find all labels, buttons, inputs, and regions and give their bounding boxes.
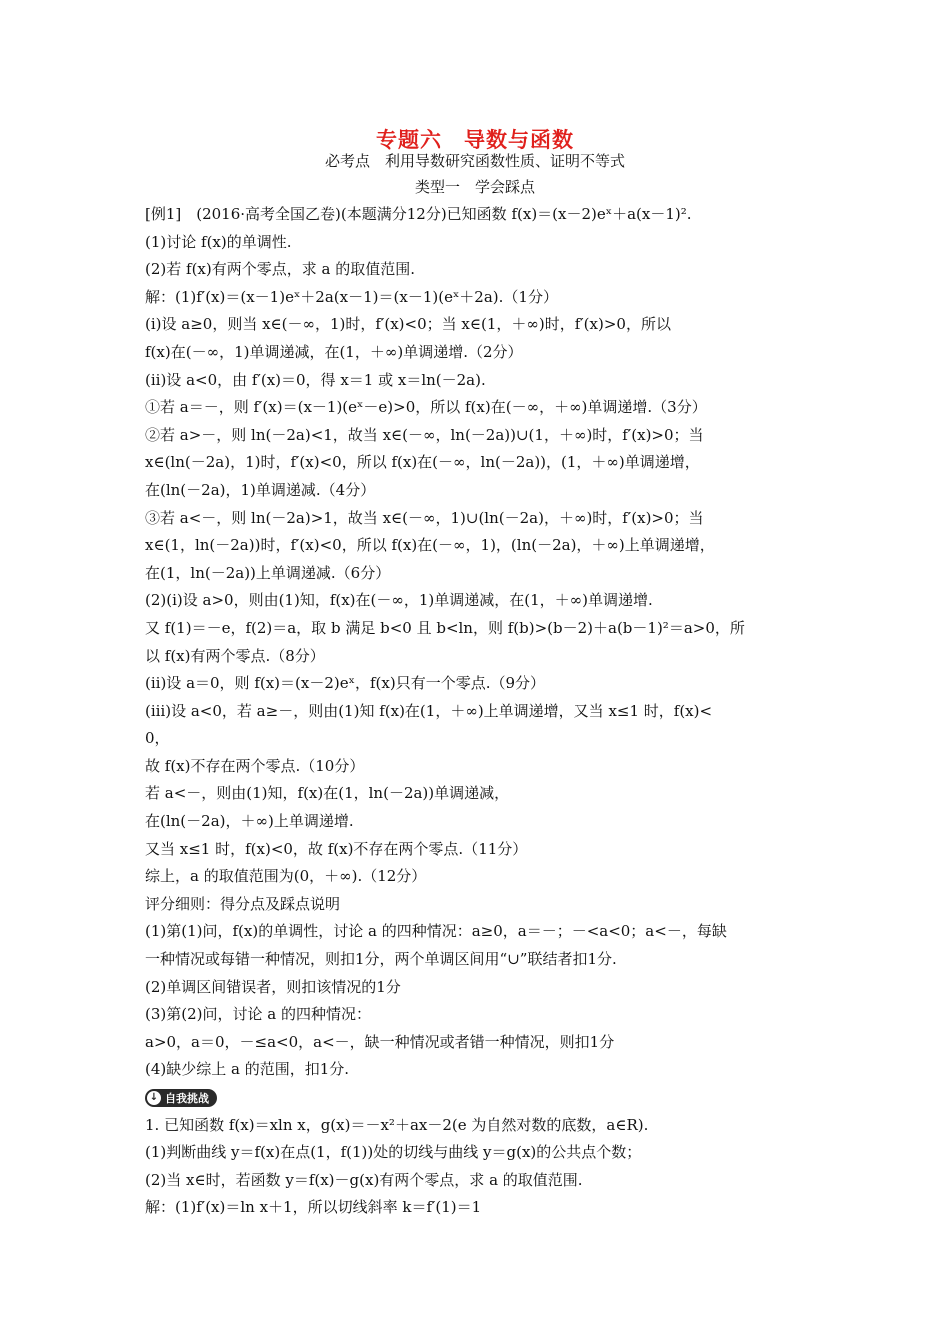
text-line: (2)当 x∈时，若函数 y＝f(x)－g(x)有两个零点，求 a 的取值范围. [145,1170,583,1189]
badge-label: 自我挑战 [165,1091,209,1105]
self-challenge-badge [145,1089,217,1107]
text-line: (2)若 f(x)有两个零点，求 a 的取值范围. [145,260,415,279]
text-line: (ⅱ)设 a<0，由 f′(x)＝0，得 x＝1 或 x＝ln(－2a). [145,370,486,389]
type-subtitle: 类型一 学会踩点 [414,178,535,196]
text-line: (4)缺少综上 a 的范围，扣1分. [145,1060,350,1079]
text-line: f(x)在(－∞，1)单调递减，在(1，＋∞)单调递增.（2分） [145,342,523,361]
text-line: x∈(1，ln(－2a))时，f′(x)<0，所以 f(x)在(－∞，1)，(ln(－2a)，＋∞)上单调递增， [145,536,715,555]
text-line: 评分细则：得分点及踩点说明 [145,894,341,913]
text-line: (1)讨论 f(x)的单调性. [145,232,292,251]
text-line: (1)判断曲线 y＝f(x)在点(1，f(1))处的切线与曲线 y＝g(x)的公共点个数； [145,1143,642,1162]
text-line: 故 f(x)不存在两个零点.（10分） [145,756,365,775]
text-line: 又当 x≤1 时，f(x)<0，故 f(x)不存在两个零点.（11分） [145,839,528,858]
text-line: 0， [145,729,170,748]
text-line: 1. 已知函数 f(x)＝xln x，g(x)＝－x²＋ax－2(e 为自然对数的底数，a∈R). [145,1115,649,1134]
text-line: [例1] (2016·高考全国乙卷)(本题满分12分)已知函数 f(x)＝(x－2)eˣ＋a(x－1)². [145,205,692,223]
text-line: 在(ln(－2a)，＋∞)上单调递增. [145,812,354,831]
text-line: 解：(1)f′(x)＝ln x＋1，所以切线斜率 k＝f′(1)＝1 [145,1198,482,1217]
text-line: (1)第(1)问，f(x)的单调性，讨论 a 的四种情况：a≥0，a＝－；－<a<0；a<－，每缺 [145,922,727,941]
text-line: 若 a<－，则由(1)知，f(x)在(1，ln(－2a))单调递减， [145,784,510,803]
text-line: ①若 a＝－，则 f′(x)＝(x－1)(eˣ－e)>0，所以 f(x)在(－∞，＋∞)单调递增.（3分） [145,398,707,417]
text-line: x∈(ln(－2a)，1)时，f′(x)<0，所以 f(x)在(－∞，ln(－2a))，(1，＋∞)单调递增， [145,453,700,472]
text-line: (ⅲ)设 a<0，若 a≥－，则由(1)知 f(x)在(1，＋∞)上单调递增，又当 x≤1 时，f(x)< [145,701,713,720]
text-line: (2)(ⅰ)设 a>0，则由(1)知，f(x)在(－∞，1)单调递减，在(1，＋∞)单调递增. [145,591,653,610]
text-line: 以 f(x)有两个零点.（8分） [145,646,325,665]
text-line: 在(1，ln(－2a))上单调递减.（6分） [145,563,391,582]
document-body [145,201,815,1222]
text-line: 解：(1)f′(x)＝(x－1)eˣ＋2a(x－1)＝(x－1)(eˣ＋2a).（1分） [145,287,558,306]
text-line: 在(ln(－2a)，1)单调递减.（4分） [145,480,376,499]
text-line: 又 f(1)＝－e，f(2)＝a，取 b 满足 b<0 且 b<ln，则 f(b)>(b－2)＋a(b－1)²＝a>0，所 [145,618,745,637]
text-line: (ⅰ)设 a≥0，则当 x∈(－∞，1)时，f′(x)<0；当 x∈(1，＋∞)时，f′(x)>0，所以 [145,315,671,334]
page-title: 专题六 导数与函数 [376,128,574,152]
arrow-down-circle-icon: ↓ [147,1091,161,1105]
text-line: 综上，a 的取值范围为(0，＋∞).（12分） [145,867,427,886]
text-line: (2)单调区间错误者，则扣该情况的1分 [145,977,401,996]
text-line: (ⅱ)设 a＝0，则 f(x)＝(x－2)eˣ，f(x)只有一个零点.（9分） [145,674,546,693]
text-line: ②若 a>－，则 ln(－2a)<1，故当 x∈(－∞，ln(－2a))∪(1，＋∞)时，f′(x)>0；当 [145,425,704,444]
text-line: 一种情况或每错一种情况，则扣1分，两个单调区间用“∪”联结者扣1分. [145,950,617,969]
text-line: ③若 a<－，则 ln(－2a)>1，故当 x∈(－∞，1)∪(ln(－2a)，＋∞)时，f′(x)>0；当 [145,508,704,527]
self-challenge-row [145,1084,815,1112]
section-subtitle: 必考点 利用导数研究函数性质、证明不等式 [324,152,625,170]
text-line: a>0，a＝0，－≤a<0，a<－，缺一种情况或者错一种情况，则扣1分 [145,1032,615,1051]
text-line: (3)第(2)问，讨论 a 的四种情况： [145,1005,371,1024]
